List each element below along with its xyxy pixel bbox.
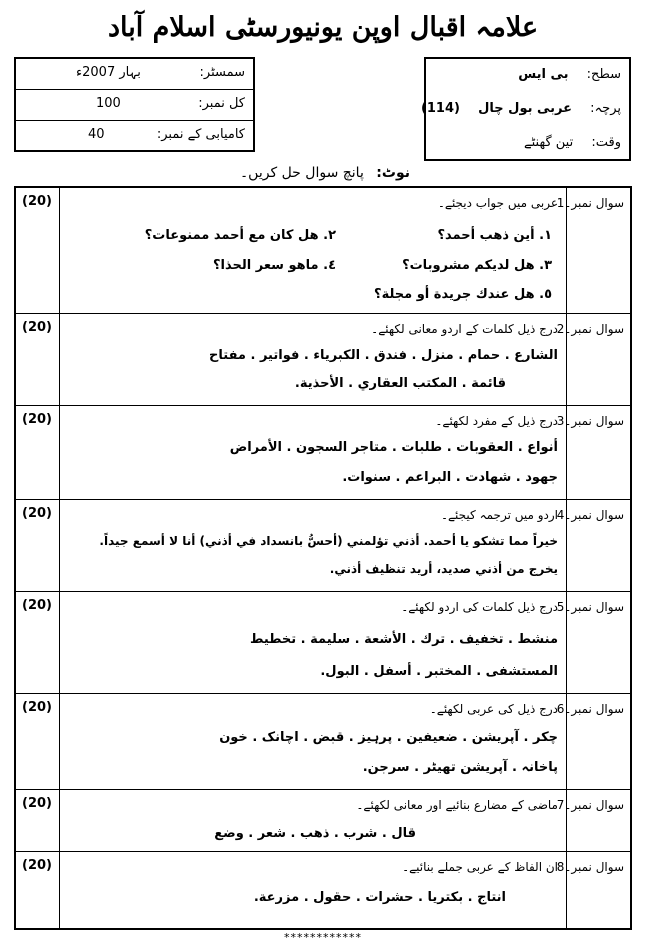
- question-instruction: درج ذیل کے مفرد لکھئے۔: [435, 414, 558, 428]
- question-label: سوال نمبر۔4: [556, 508, 624, 522]
- question-item: ٢. هل كان مع أحمد ممنوعات؟: [144, 228, 336, 243]
- question-line: المستشفى . المختبر . أسفل . البول.: [320, 664, 558, 679]
- questions-table: [14, 186, 632, 930]
- marks-cell: [16, 694, 60, 789]
- question-label-cell: [556, 188, 630, 313]
- exam-info-box: [14, 57, 255, 152]
- question-marks: (20): [22, 858, 52, 873]
- footer-stars: ************: [284, 931, 362, 944]
- level-value: بی ایس: [518, 67, 569, 82]
- question-instruction: اردو میں ترجمہ کیجئے۔: [440, 508, 558, 522]
- question-item: ٤. ماهو سعر الحذا؟: [213, 258, 336, 273]
- paper-value: عربی بول چال: [478, 101, 573, 116]
- question-body: [60, 694, 566, 789]
- question-label-cell: [556, 406, 630, 499]
- question-line: أنواع . العقوبات . طلبات . متاجر السجون . الأمراض: [229, 440, 558, 455]
- question-label: سوال نمبر۔5: [556, 600, 624, 614]
- question-row-4: [16, 500, 630, 592]
- question-line: چکر . آپریشن . ضعیفین . پرہیز . قبض . اچانک . خون: [219, 730, 558, 745]
- question-label-cell: [556, 852, 630, 928]
- question-marks: (20): [22, 320, 52, 335]
- marks-cell: [16, 314, 60, 405]
- total-marks-row: [16, 90, 253, 121]
- question-label: سوال نمبر۔6: [556, 702, 624, 716]
- question-marks: (20): [22, 796, 52, 811]
- question-instruction: ماضی کے مضارع بنائیے اور معانی لکھئے۔: [356, 798, 558, 812]
- question-body: [60, 790, 566, 851]
- question-body: [60, 406, 566, 499]
- question-line: منشط . تخفيف . ترك . الأشعة . سليمة . تخطيط: [249, 632, 558, 647]
- question-instruction: درج ذیل کی عربی لکھئے۔: [429, 702, 558, 716]
- question-item: ٣. هل لديكم مشروبات؟: [402, 258, 552, 273]
- question-marks: (20): [22, 598, 52, 613]
- question-item: ١. أين ذهب أحمد؟: [437, 228, 552, 243]
- question-marks: (20): [22, 506, 52, 521]
- question-row-8: [16, 852, 630, 928]
- question-line: پاخانہ . آپریشن تھیٹر . سرجن.: [362, 760, 558, 775]
- total-marks-label: کل نمبر:: [198, 96, 245, 111]
- level-line: [518, 67, 621, 82]
- course-info-box: [420, 57, 631, 161]
- pass-marks-label: کامیابی کے نمبر:: [156, 127, 245, 142]
- marks-cell: [16, 406, 60, 499]
- question-line: انتاج . بكتريا . حشرات . حقول . مزرعة.: [253, 890, 506, 905]
- marks-cell: [16, 790, 60, 851]
- question-item: ٥. هل عندك جريدة أو مجلة؟: [374, 287, 552, 302]
- marks-cell: [16, 188, 60, 313]
- question-row-2: [16, 314, 630, 406]
- question-row-6: [16, 694, 630, 790]
- question-row-3: [16, 406, 630, 500]
- time-label: وقت:: [591, 135, 621, 150]
- time-value: تین گھنٹے: [524, 135, 574, 150]
- question-body: [60, 500, 566, 591]
- question-label-cell: [556, 790, 630, 851]
- semester-label: سمسٹر:: [199, 65, 245, 80]
- semester-row: [16, 59, 253, 90]
- question-instruction: عربی میں جواب دیجئے۔: [437, 196, 558, 210]
- question-label: سوال نمبر۔2: [556, 322, 624, 336]
- question-label: سوال نمبر۔3: [556, 414, 624, 428]
- paper-label: پرچہ:: [590, 101, 621, 116]
- question-instruction: درج ذیل کلمات کی اردو لکھئے۔: [401, 600, 558, 614]
- semester-value: بہار 2007ء: [76, 65, 141, 80]
- question-row-7: [16, 790, 630, 852]
- marks-cell: [16, 592, 60, 693]
- level-label: سطح:: [586, 67, 621, 82]
- marks-cell: [16, 852, 60, 928]
- paper-code: (114): [420, 101, 460, 116]
- question-label-cell: [556, 592, 630, 693]
- question-line: خيراً مما تشكو يا أحمد. أذني تؤلمني (أحسُّ بانسداد في أذني) أنا لا أسمع جيداً.: [99, 534, 558, 548]
- question-row-5: [16, 592, 630, 694]
- question-line: الشارع . حمام . منزل . فندق . الكبرياء . فواتير . مفتاح: [209, 348, 558, 363]
- instructions-note: [230, 165, 410, 181]
- time-line: [524, 135, 621, 150]
- note-label: نوٹ:: [376, 165, 410, 181]
- question-marks: (20): [22, 700, 52, 715]
- question-row-1: [16, 188, 630, 314]
- question-label: سوال نمبر۔7: [556, 798, 624, 812]
- note-text: پانچ سوال حل کریں۔: [239, 165, 364, 181]
- question-instruction: ان الفاظ کے عربی جملے بنائیے۔: [402, 860, 558, 874]
- question-line: قال . شرب . ذهب . شعر . وضع: [214, 826, 416, 841]
- question-body: [60, 592, 566, 693]
- question-label: سوال نمبر۔8: [556, 860, 624, 874]
- question-label-cell: [556, 694, 630, 789]
- question-line: يخرج من أذني صديد، أريد تنظيف أذني.: [329, 562, 558, 576]
- question-body: [60, 314, 566, 405]
- marks-cell: [16, 500, 60, 591]
- university-title: علامہ اقبال اوپن یونیورسٹی اسلام آباد: [107, 12, 539, 43]
- question-line: جهود . شهادت . البراعم . سنوات.: [342, 470, 558, 485]
- question-label: سوال نمبر۔1: [556, 196, 624, 210]
- paper-line: [421, 101, 621, 116]
- pass-marks-value: 40: [88, 127, 105, 142]
- question-marks: (20): [22, 194, 52, 209]
- question-label-cell: [556, 314, 630, 405]
- question-label-cell: [556, 500, 630, 591]
- question-body: [60, 188, 566, 313]
- pass-marks-row: [16, 121, 253, 152]
- question-instruction: درج ذیل کلمات کے اردو معانی لکھئے۔: [371, 322, 558, 336]
- total-marks-value: 100: [96, 96, 121, 111]
- question-body: [60, 852, 566, 928]
- question-line: قائمة . المكتب العقاري . الأحذية.: [294, 376, 506, 391]
- question-marks: (20): [22, 412, 52, 427]
